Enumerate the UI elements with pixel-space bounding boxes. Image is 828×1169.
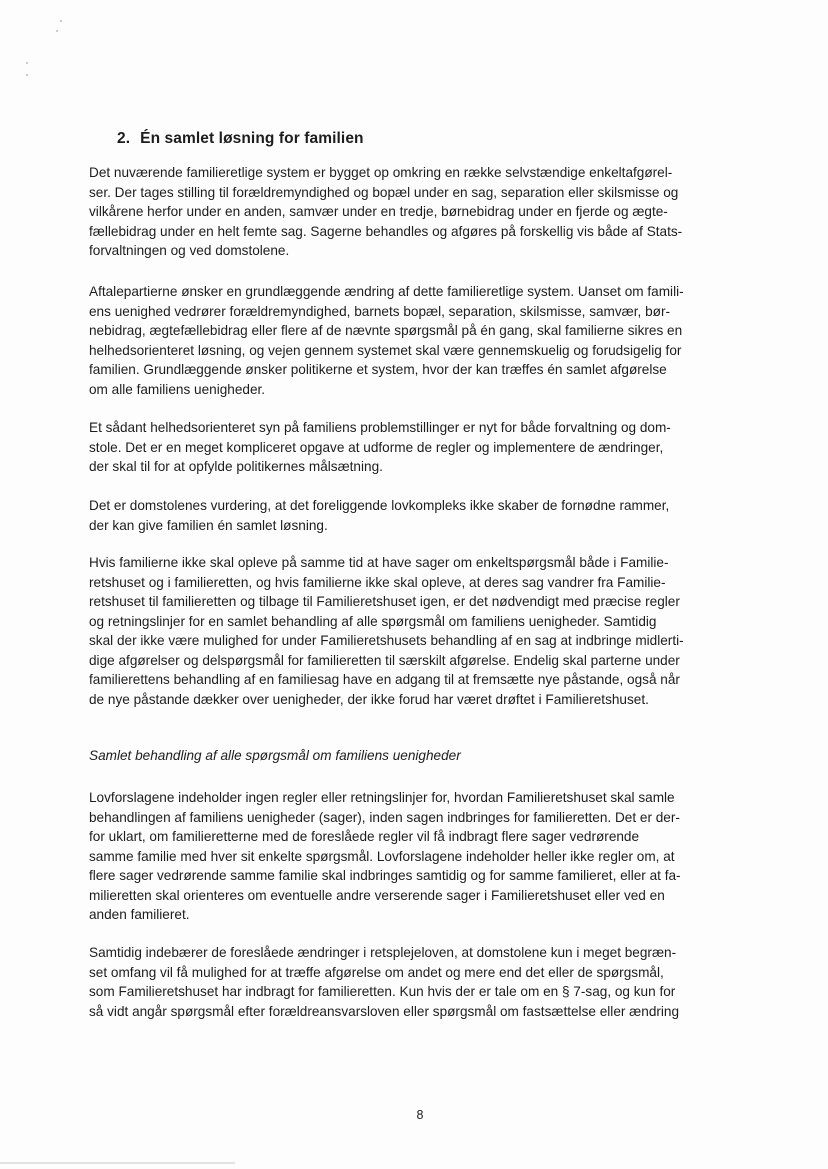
text-line: retshuset og i familieretten, og hvis familierne ikke skal opleve, at deres sag vandrer fra Familie- [89, 574, 666, 590]
text-line: forvaltningen og ved domstolene. [89, 243, 290, 258]
text-line: familierettens behandling af en familiesag have en adgang til at fremsætte nye påstande, også når [89, 672, 680, 687]
scan-speck [26, 62, 28, 64]
paragraph-6 [89, 788, 739, 925]
text-line: Aftalepartierne ønsker en grundlæggende ændring af dette familieretlige system. Uanset om famili- [89, 284, 684, 299]
text-line: for uklart, om familieretterne med de foreslåede regler vil få indbragt flere sager vedrørende [89, 829, 640, 844]
bottom-edge-rule [0, 1162, 235, 1164]
scan-speck [26, 74, 28, 76]
text-line: ens uenighed vedrører forældremyndighed, barnets bopæl, separation, skilsmisse, samvær, bør- [89, 303, 671, 319]
text-line: så vidt angår spørgsmål efter forældreansvarsloven eller spørgsmål om fastsættelse eller ændring [89, 1003, 680, 1019]
text-line: skal der ikke være mulighed for under Familieretshusets behandling af en sag at indbringe midlerti- [89, 633, 684, 648]
text-line: stole. Det er en meget kompliceret opgave at udforme de regler og implementere de ændringer, [89, 439, 664, 455]
text-line: om alle familiens uenigheder. [89, 381, 266, 397]
text-line: behandlingen af familiens uenigheder (sager), inden sagen indbringes for familieretten. Det er der- [89, 809, 680, 825]
text-line: nebidrag, ægtefællebidrag eller flere af de nævnte spørgsmål på én gang, skal familierne sikres en [89, 323, 683, 338]
section-number: 2. [117, 130, 131, 147]
text-line: milieretten skal orienteres om eventuelle andre verserende sager i Familieretshuset eller ved en [89, 887, 665, 903]
text-line: Et sådant helhedsorienteret syn på familiens problemstillinger er nyt for både forvaltning og dom- [89, 420, 671, 435]
text-line: anden familieret. [89, 907, 190, 922]
text-line: Det nuværende familieretlige system er bygget op omkring en række selvstændige enkeltafgørel- [89, 165, 673, 180]
text-line: Det er domstolenes vurdering, at det foreliggende lovkompleks ikke skaber de fornødne rammer, [89, 498, 670, 513]
text-line: Samtidig indebærer de foreslåede ændringer i retsplejeloven, at domstolene kun i meget begræn- [89, 945, 677, 960]
text-line: dige afgørelser og delspørgsmål for familieretten til særskilt afgørelse. Endelig skal parterne under [89, 652, 680, 668]
text-line: og retningslinjer for en samlet behandling af alle spørgsmål om familiens uenigheder. Samtidig [89, 613, 657, 629]
text-line: samme familie med hver sit enkelte spørgsmål. Lovforslagene indeholder heller ikke regler om, at [89, 848, 675, 864]
text-line: familien. Grundlæggende ønsker politikerne et system, hvor der kan træffes én samlet afgørelse [89, 362, 667, 377]
paragraph-1 [89, 163, 739, 261]
scan-speck [60, 20, 62, 22]
paragraph-5 [89, 553, 739, 709]
paragraph-3 [89, 418, 739, 477]
text-line: ser. Der tages stilling til forældremyndighed og bopæl under en sag, separation eller skilsmisse og [89, 184, 679, 200]
text-line: Hvis familierne ikke skal opleve på samme tid at have sager om enkeltspørgsmål både i Familie- [89, 555, 669, 570]
paragraph-7 [89, 943, 739, 1021]
paragraph-2 [89, 282, 739, 399]
text-line: vilkårene herfor under en anden, samvær under en tredje, børnebidrag under en fjerde og ægte- [89, 204, 668, 219]
text-line: Lovforslagene indeholder ingen regler eller retningslinjer for, hvordan Familieretshuset skal samle [89, 790, 675, 805]
paragraph-4 [89, 496, 739, 535]
text-line: set omfang vil få mulighed for at træffe afgørelse om andet og mere end det eller de spørgsmål, [89, 964, 664, 980]
section-heading [117, 130, 364, 148]
text-line: de nye påstande dækker over uenigheder, der ikke forud har været drøftet i Familieretshuset. [89, 691, 649, 707]
scan-speck [56, 30, 58, 32]
text-line: fællebidrag under en helt femte sag. Sagerne behandles og afgøres på forskellig vis både af Stats- [89, 223, 683, 239]
page-number: 8 [416, 1108, 424, 1122]
text-line: som Familieretshuset har indbragt for familieretten. Kun hvis der er tale om en § 7-sag, og kun for [89, 984, 676, 999]
text-line: der kan give familien én samlet løsning. [89, 517, 328, 533]
section-title: Én samlet løsning for familien [140, 130, 364, 147]
subheading: Samlet behandling af alle spørgsmål om familiens uenigheder [89, 748, 461, 763]
text-line: retshuset til familieretten og tilbage til Familieretshuset igen, er det nødvendigt med præcise regler [89, 594, 680, 609]
text-line: helhedsorienteret løsning, og vejen gennem systemet skal være gennemskuelig og forudsigelig for [89, 342, 682, 358]
text-line: flere sager vedrørende samme familie skal indbringes samtidig og for samme familieret, eller at fa- [89, 868, 681, 883]
text-line: der skal til for at opfylde politikernes målsætning. [89, 459, 383, 474]
